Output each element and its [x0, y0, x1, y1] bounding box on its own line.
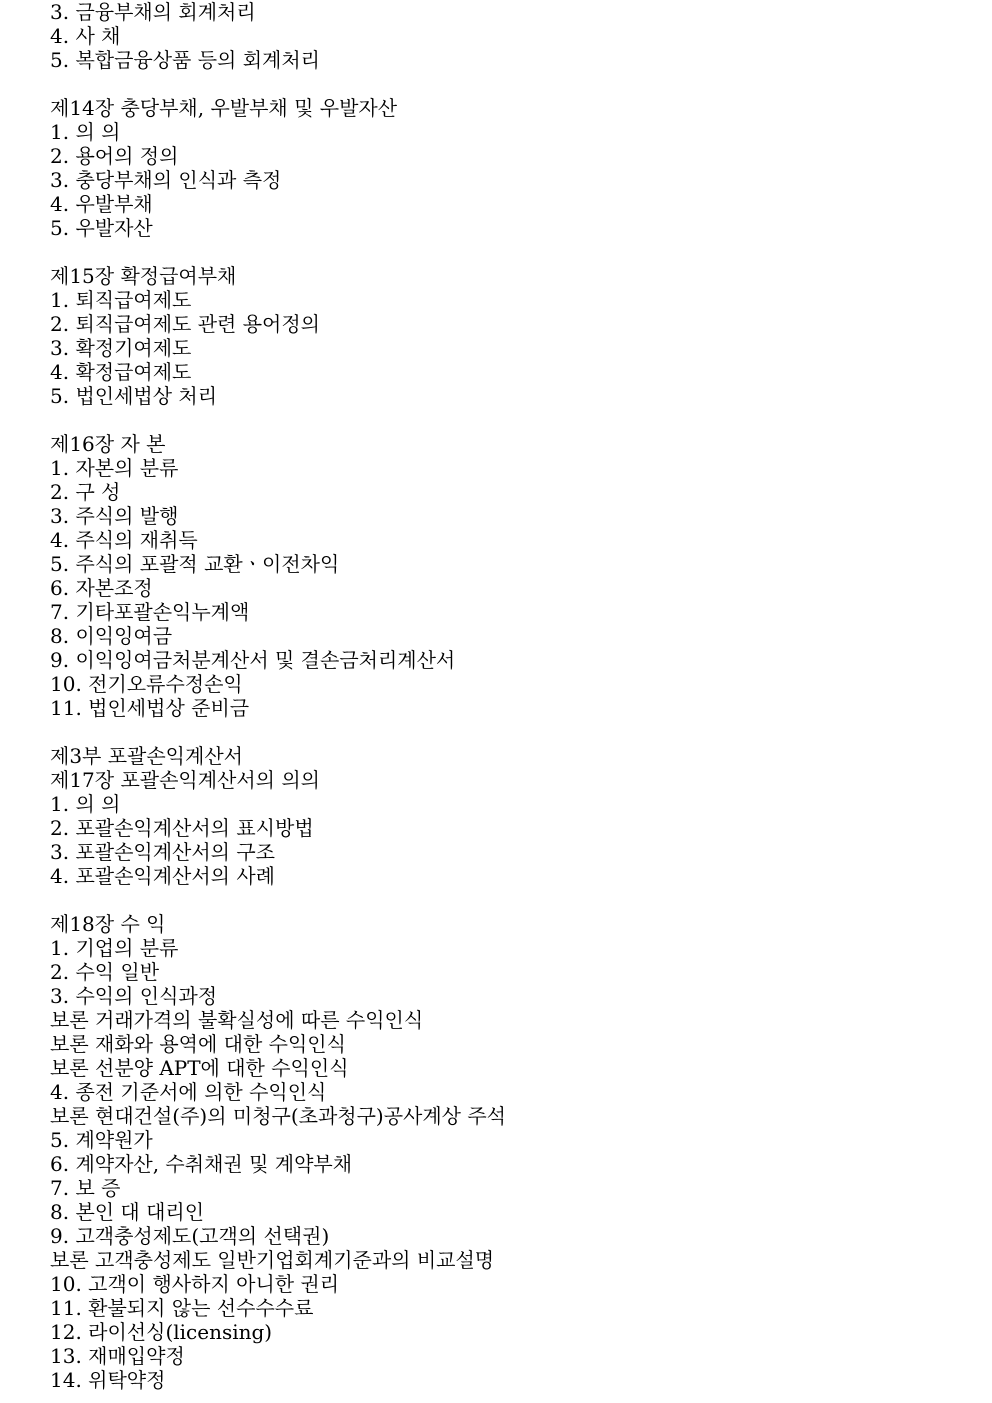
chapter-heading: 제15장 확정급여부채	[50, 264, 237, 288]
toc-line: 1. 기업의 분류	[50, 936, 179, 960]
chapter-heading: 제17장 포괄손익계산서의 의의	[50, 768, 321, 792]
toc-line: 10. 전기오류수정손익	[50, 672, 243, 696]
toc-line: 5. 법인세법상 처리	[50, 384, 218, 408]
toc-line: 2. 용어의 정의	[50, 144, 179, 168]
toc-line: 1. 퇴직급여제도	[50, 288, 192, 312]
toc-line: 3. 수익의 인식과정	[50, 984, 218, 1008]
toc-line: 6. 자본조정	[50, 576, 153, 600]
toc-line: 3. 금융부채의 회계처리	[50, 0, 256, 24]
toc-line: 보론 거래가격의 불확실성에 따른 수익인식	[50, 1008, 424, 1032]
toc-line: 보론 선분양 APT에 대한 수익인식	[50, 1056, 349, 1080]
toc-line: 보론 현대건설(주)의 미청구(초과청구)공사계상 주석	[50, 1104, 507, 1128]
toc-line: 3. 확정기여제도	[50, 336, 192, 360]
toc-line: 1. 자본의 분류	[50, 456, 179, 480]
part-heading: 제3부 포괄손익계산서	[50, 744, 243, 768]
toc-line: 보론 고객충성제도 일반기업회계기준과의 비교설명	[50, 1248, 495, 1272]
chapter-heading: 제16장 자 본	[50, 432, 166, 456]
spacer	[50, 408, 970, 432]
toc-line: 1. 의 의	[50, 792, 121, 816]
toc-line: 1. 의 의	[50, 120, 121, 144]
toc-line: 10. 고객이 행사하지 아니한 권리	[50, 1272, 340, 1296]
toc-line: 8. 본인 대 대리인	[50, 1200, 205, 1224]
toc-line: 2. 퇴직급여제도 관련 용어정의	[50, 312, 320, 336]
spacer	[50, 240, 970, 264]
toc-line: 4. 주식의 재취득	[50, 528, 198, 552]
toc-line: 4. 사 채	[50, 24, 121, 48]
toc-line: 4. 확정급여제도	[50, 360, 192, 384]
toc-line: 11. 법인세법상 준비금	[50, 696, 250, 720]
spacer	[50, 720, 970, 744]
toc-line: 11. 환불되지 않는 선수수수료	[50, 1296, 314, 1320]
toc-line: 2. 포괄손익계산서의 표시방법	[50, 816, 314, 840]
toc-line: 14. 위탁약정	[50, 1368, 166, 1392]
toc-line: 4. 우발부채	[50, 192, 153, 216]
toc-line: 3. 충당부채의 인식과 측정	[50, 168, 282, 192]
toc-line: 7. 기타포괄손익누계액	[50, 600, 250, 624]
toc-line: 12. 라이선싱(licensing)	[50, 1320, 273, 1344]
toc-line: 5. 우발자산	[50, 216, 153, 240]
toc-line: 4. 포괄손익계산서의 사례	[50, 864, 275, 888]
toc-line: 6. 계약자산, 수취채권 및 계약부채	[50, 1152, 353, 1176]
toc-line: 2. 구 성	[50, 480, 121, 504]
toc-line: 2. 수익 일반	[50, 960, 160, 984]
document-body	[50, 0, 970, 1392]
toc-line: 9. 고객충성제도(고객의 선택권)	[50, 1224, 330, 1248]
toc-line: 3. 포괄손익계산서의 구조	[50, 840, 275, 864]
toc-line: 9. 이익잉여금처분계산서 및 결손금처리계산서	[50, 648, 456, 672]
toc-line: 13. 재매입약정	[50, 1344, 185, 1368]
spacer	[50, 72, 970, 96]
spacer	[50, 888, 970, 912]
toc-line: 7. 보 증	[50, 1176, 121, 1200]
toc-line: 3. 주식의 발행	[50, 504, 179, 528]
toc-line: 8. 이익잉여금	[50, 624, 173, 648]
chapter-heading: 제18장 수 익	[50, 912, 166, 936]
toc-line: 5. 복합금융상품 등의 회계처리	[50, 48, 320, 72]
toc-line: 4. 종전 기준서에 의한 수익인식	[50, 1080, 327, 1104]
toc-line: 5. 주식의 포괄적 교환ㆍ이전차익	[50, 552, 340, 576]
chapter-heading: 제14장 충당부채, 우발부채 및 우발자산	[50, 96, 398, 120]
toc-line: 5. 계약원가	[50, 1128, 153, 1152]
toc-line: 보론 재화와 용역에 대한 수익인식	[50, 1032, 346, 1056]
